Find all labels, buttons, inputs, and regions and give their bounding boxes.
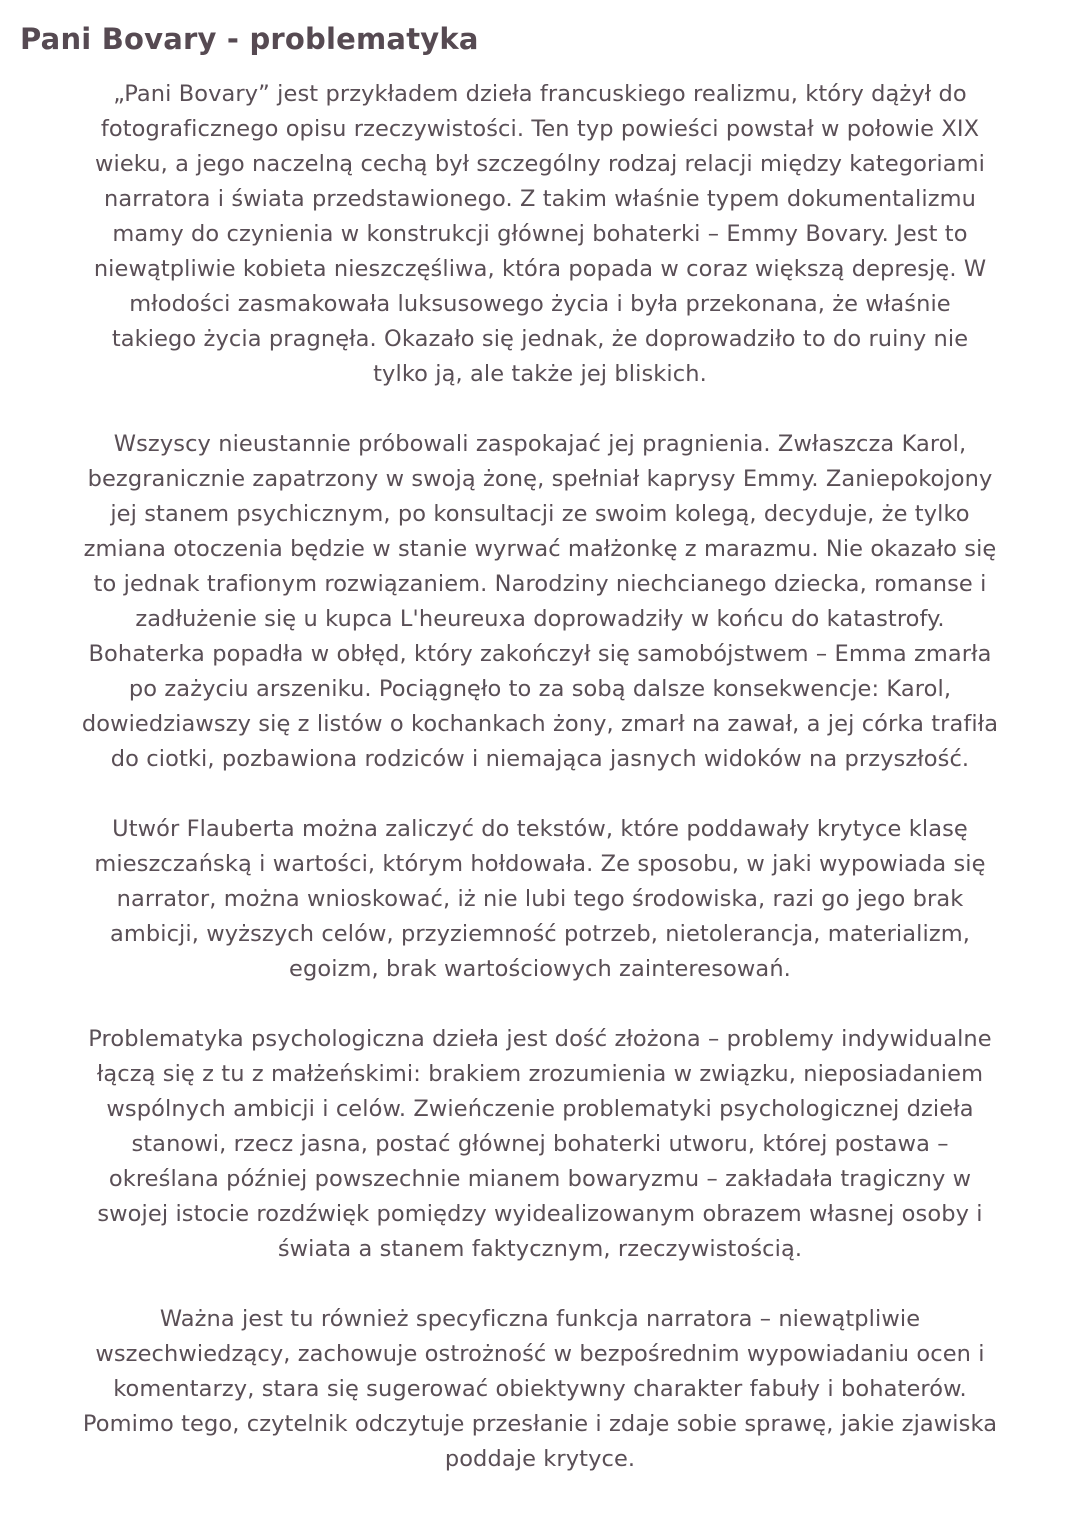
text-line: Ważna jest tu również specyficzna funkcja narratora – niewątpliwie [159, 1306, 921, 1332]
text-line: poddaje krytyce. [444, 1446, 636, 1472]
paragraph [0, 77, 1080, 392]
text-line: mieszczańską i wartości, którym hołdowała. Ze sposobu, w jaki wypowiada się [94, 851, 986, 877]
text-line: jej stanem psychicznym, po konsultacji ze swoim kolegą, decyduje, że tylko [110, 501, 970, 527]
text-line: niewątpliwie kobieta nieszczęśliwa, która popada w coraz większą depresję. W [93, 256, 987, 282]
text-line: Utwór Flauberta można zaliczyć do tekstów, które poddawały krytyce klasę [112, 816, 968, 842]
paragraph [0, 1022, 1080, 1267]
text-line: dowiedziawszy się z listów o kochankach żony, zmarł na zawał, a jej córka trafiła [81, 711, 999, 737]
text-line: łączą się z tu z małżeńskimi: brakiem zrozumienia w związku, nieposiadaniem [96, 1061, 984, 1087]
text-line: egoizm, brak wartościowych zainteresowań. [289, 956, 791, 982]
text-line: ambicji, wyższych celów, przyziemność potrzeb, nietolerancja, materializm, [109, 921, 971, 947]
paragraph [0, 1302, 1080, 1477]
text-line: młodości zasmakowała luksusowego życia i była przekonana, że właśnie [129, 291, 951, 317]
paragraph [0, 427, 1080, 777]
text-line: Wszyscy nieustannie próbowali zaspokajać jej pragnienia. Zwłaszcza Karol, [113, 431, 967, 457]
text-line: bezgranicznie zapatrzony w swoją żonę, spełniał kaprysy Emmy. Zaniepokojony [87, 466, 993, 492]
text-line: narrator, można wnioskować, iż nie lubi tego środowiska, razi go jego brak [116, 886, 964, 912]
text-line: po zażyciu arszeniku. Pociągnęło to za sobą dalsze konsekwencje: Karol, [128, 676, 952, 702]
text-line: swojej istocie rozdźwięk pomiędzy wyidealizowanym obrazem własnej osoby i [97, 1201, 983, 1227]
text-line: „Pani Bovary” jest przykładem dzieła francuskiego realizmu, który dążył do [113, 81, 967, 107]
text-line: świata a stanem faktycznym, rzeczywistością. [277, 1236, 803, 1262]
text-line: stanowi, rzecz jasna, postać głównej bohaterki utworu, której postawa – [131, 1131, 949, 1157]
text-line: do ciotki, pozbawiona rodziców i niemająca jasnych widoków na przyszłość. [110, 746, 970, 772]
text-line: wszechwiedzący, zachowuje ostrożność w bezpośrednim wypowiadaniu ocen i [95, 1341, 985, 1367]
article-body [0, 77, 1080, 1512]
text-line: określana później powszechnie mianem bowaryzmu – zakładała tragiczny w [108, 1166, 972, 1192]
text-line: narratora i świata przedstawionego. Z takim właśnie typem dokumentalizmu [104, 186, 976, 212]
text-line: zmiana otoczenia będzie w stanie wyrwać małżonkę z marazmu. Nie okazało się [83, 536, 997, 562]
text-line: wspólnych ambicji i celów. Zwieńczenie problematyki psychologicznej dzieła [106, 1096, 974, 1122]
text-line: wieku, a jego naczelną cechą był szczególny rodzaj relacji między kategoriami [94, 151, 985, 177]
text-line: mamy do czynienia w konstrukcji głównej bohaterki – Emmy Bovary. Jest to [112, 221, 968, 247]
text-line: to jednak trafionym rozwiązaniem. Narodziny niechcianego dziecka, romanse i [93, 571, 987, 597]
text-line: tylko ją, ale także jej bliskich. [373, 361, 707, 387]
text-line: Bohaterka popadła w obłęd, który zakończył się samobójstwem – Emma zmarła [88, 641, 992, 667]
text-line: takiego życia pragnęła. Okazało się jednak, że doprowadziło to do ruiny nie [111, 326, 969, 352]
page-title: Pani Bovary - problematyka [20, 22, 479, 56]
paragraph [0, 812, 1080, 987]
text-line: Pomimo tego, czytelnik odczytuje przesłanie i zdaje sobie sprawę, jakie zjawiska [82, 1411, 998, 1437]
text-line: Problematyka psychologiczna dzieła jest dość złożona – problemy indywidualne [88, 1026, 992, 1052]
text-line: zadłużenie się u kupca L'heureuxa doprowadziły w końcu do katastrofy. [135, 606, 945, 632]
text-line: komentarzy, stara się sugerować obiektywny charakter fabuły i bohaterów. [113, 1376, 967, 1402]
text-line: fotograficznego opisu rzeczywistości. Ten typ powieści powstał w połowie XIX [100, 116, 980, 142]
